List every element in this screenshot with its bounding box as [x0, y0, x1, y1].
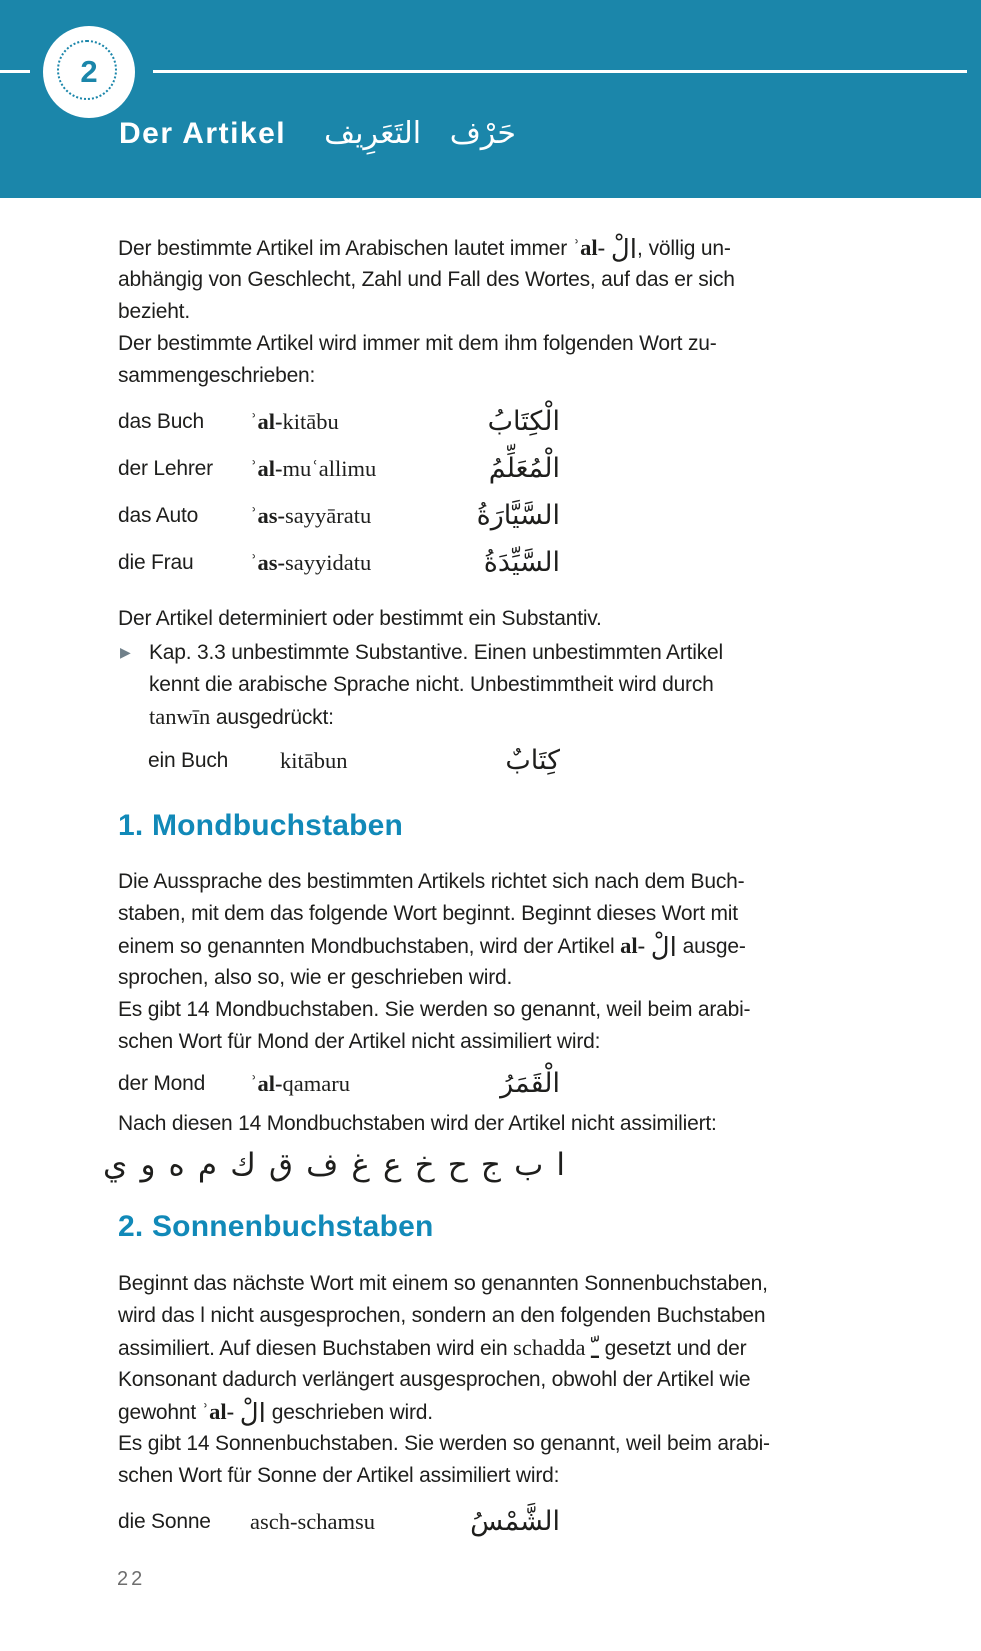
arabic-letter: ك	[230, 1147, 256, 1183]
header-rule-left	[0, 70, 30, 73]
text-line	[118, 1396, 866, 1428]
body-text: Es gibt 14 Mondbuchstaben. Sie werden so genannt, weil beim arabi-	[118, 998, 751, 1021]
triangle-bullet-icon: ▶	[120, 644, 131, 660]
text-line	[118, 360, 866, 392]
vocab-row	[148, 738, 560, 783]
indefinite-example-row	[148, 738, 560, 783]
cross-reference-text	[149, 637, 866, 733]
transliteration: ʾal-qamaru	[250, 1070, 350, 1096]
text-line	[118, 1428, 866, 1460]
transliteration: kitābun	[280, 747, 348, 773]
body-text: abhängig von Geschlecht, Zahl und Fall des Wortes, auf das er sich	[118, 268, 735, 291]
arabic-letter: ج	[480, 1147, 501, 1183]
body-text: kennt die arabische Sprache nicht. Unbestimmtheit wird durch	[149, 673, 714, 696]
section-heading-sonnenbuchstaben: 2. Sonnenbuchstaben	[118, 1210, 434, 1243]
text-line	[118, 296, 866, 328]
body-text: gesetzt und der	[598, 1337, 747, 1360]
text-line	[118, 898, 866, 930]
arabic-word: الشَّمْسُ	[470, 1506, 560, 1537]
text-line	[118, 1026, 866, 1058]
determination-note: Der Artikel determiniert oder bestimmt ein Substantiv.	[118, 607, 602, 630]
german-word: ein Buch	[148, 748, 229, 772]
vocab-row	[118, 445, 560, 492]
arabic-letter: ح	[447, 1147, 468, 1183]
arabic-letter: ي	[103, 1147, 128, 1183]
body-text: assimiliert. Auf diesen Buchstaben wird ein	[118, 1337, 514, 1360]
section-heading-mondbuchstaben: 1. Mondbuchstaben	[118, 809, 404, 842]
arabic-word: السَّيِّدَةُ	[483, 547, 560, 578]
text-line	[118, 328, 866, 360]
chapter-header-band	[0, 0, 981, 198]
body-text: Konsonant dadurch verlängert ausgesprochen, obwohl der Artikel wie	[118, 1368, 751, 1391]
text-line	[118, 866, 866, 898]
text-line	[118, 232, 866, 264]
arabic-word: السَّيَّارَةُ	[476, 500, 560, 531]
transliteration-text: schadda	[513, 1335, 592, 1360]
text-line	[118, 264, 866, 296]
arabic-letter: غ	[351, 1147, 370, 1183]
text-line	[118, 930, 866, 962]
body-text: ausge-	[676, 935, 746, 958]
chapter-number: 2	[80, 54, 98, 89]
body-text: gewohnt	[118, 1401, 202, 1424]
arabic-word: الْمُعَلِّمُ	[488, 453, 560, 484]
german-word: die Sonne	[118, 1509, 211, 1533]
text-line	[118, 1332, 866, 1364]
arabic-letter: ب	[514, 1147, 544, 1183]
body-text: Der bestimmte Artikel wird immer mit dem ihm folgenden Wort zu-	[118, 332, 717, 355]
body-text: Beginnt das nächste Wort mit einem so genannten Sonnenbuchstaben,	[118, 1272, 768, 1295]
text-line	[118, 1460, 866, 1492]
header-rule-right	[153, 70, 967, 73]
moon-letters-row	[103, 1138, 565, 1192]
transliteration: ʾal-muʿallimu	[250, 455, 377, 481]
chapter-title-row	[119, 116, 516, 151]
page-title: Der Artikel	[119, 117, 287, 150]
transliteration: ʾal-kitābu	[250, 408, 339, 434]
arabic-letter: ق	[268, 1147, 293, 1183]
text-line	[118, 1364, 866, 1396]
arabic-letter: خ	[414, 1147, 435, 1183]
arabic-letter: ع	[383, 1147, 402, 1183]
transliteration-text: ʾal-	[201, 1399, 240, 1424]
body-text: schen Wort für Sonne der Artikel assimiliert wird:	[118, 1464, 560, 1487]
mondbuchstaben-paragraph	[118, 866, 866, 1058]
body-text: Kap. 3.3 unbestimmte Substantive. Einen unbestimmten Artikel	[149, 641, 723, 664]
transliteration: ʾas-sayyidatu	[250, 549, 372, 575]
body-text: staben, mit dem das folgende Wort beginnt. Beginnt dieses Wort mit	[118, 902, 738, 925]
german-word: der Mond	[118, 1071, 206, 1095]
arabic-letter: م	[197, 1147, 218, 1183]
body-text: Es gibt 14 Sonnenbuchstaben. Sie werden so genannt, weil beim arabi-	[118, 1432, 770, 1455]
german-word: der Lehrer	[118, 456, 213, 480]
vocab-row	[118, 539, 560, 586]
arabic-word: الْقَمَرُ	[500, 1068, 560, 1099]
body-text: sammengeschrieben:	[118, 364, 316, 387]
text-line	[149, 669, 866, 701]
body-text: ausgedrückt:	[210, 706, 334, 729]
text-line	[118, 994, 866, 1026]
body-text: bezieht.	[118, 300, 190, 323]
page-number: 22	[117, 1568, 146, 1590]
inline-arabic-text: الْ	[650, 933, 677, 963]
body-text: geschrieben wird.	[265, 1401, 433, 1424]
body-text: schen Wort für Mond der Artikel nicht assimiliert wird:	[118, 1030, 601, 1053]
text-line	[118, 962, 866, 994]
german-word: das Auto	[118, 503, 199, 527]
vocab-row	[118, 492, 560, 539]
arabic-word: كِتَابٌ	[505, 745, 560, 776]
text-line	[118, 1300, 866, 1332]
sun-example-row	[118, 1498, 560, 1545]
inline-arabic-text: الْ	[610, 235, 637, 265]
page-title-arabic: حَرْف التَعَرِيف	[324, 116, 516, 151]
body-text: Die Aussprache des bestimmten Artikels richtet sich nach dem Buch-	[118, 870, 745, 893]
arabic-letter: ف	[306, 1147, 339, 1183]
arabic-word: الْكِتَابُ	[487, 406, 560, 437]
body-text: einem so genannten Mondbuchstaben, wird der Artikel	[118, 935, 621, 958]
body-text: Der bestimmte Artikel im Arabischen lautet immer	[118, 237, 573, 260]
definite-article-examples-table	[118, 398, 560, 586]
vocab-row	[118, 1498, 560, 1545]
text-line	[118, 1268, 866, 1300]
text-line	[149, 701, 866, 733]
german-word: die Frau	[118, 550, 194, 574]
body-text: sprochen, also so, wie er geschrieben wird.	[118, 966, 513, 989]
transliteration-text: ʾal-	[572, 235, 611, 260]
vocab-row	[118, 1060, 560, 1107]
arabic-letter: ه	[168, 1147, 185, 1183]
inline-arabic-text: ـّ	[591, 1335, 599, 1365]
assimilation-note: Nach diesen 14 Mondbuchstaben wird der Artikel nicht assimiliert:	[118, 1112, 717, 1135]
transliteration-text: al-	[620, 933, 651, 958]
transliteration: ʾas-sayyāratu	[250, 502, 372, 528]
inline-arabic-text: الْ	[239, 1399, 266, 1429]
sonnenbuchstaben-paragraph	[118, 1268, 866, 1492]
body-text: , völlig un-	[636, 237, 731, 260]
chapter-cross-reference	[118, 637, 866, 733]
chapter-number-badge	[43, 26, 135, 118]
body-text: wird das l nicht ausgesprochen, sondern an den folgenden Buchstaben	[118, 1304, 766, 1327]
moon-example-row	[118, 1060, 560, 1107]
vocab-row	[118, 398, 560, 445]
german-word: das Buch	[118, 409, 204, 433]
arabic-letter: و	[140, 1147, 156, 1183]
text-line	[149, 637, 866, 669]
transliteration-text: tanwīn	[149, 704, 211, 729]
intro-paragraph	[118, 232, 866, 392]
transliteration: asch-schamsu	[250, 1508, 375, 1534]
arabic-letter: ا	[556, 1147, 565, 1183]
